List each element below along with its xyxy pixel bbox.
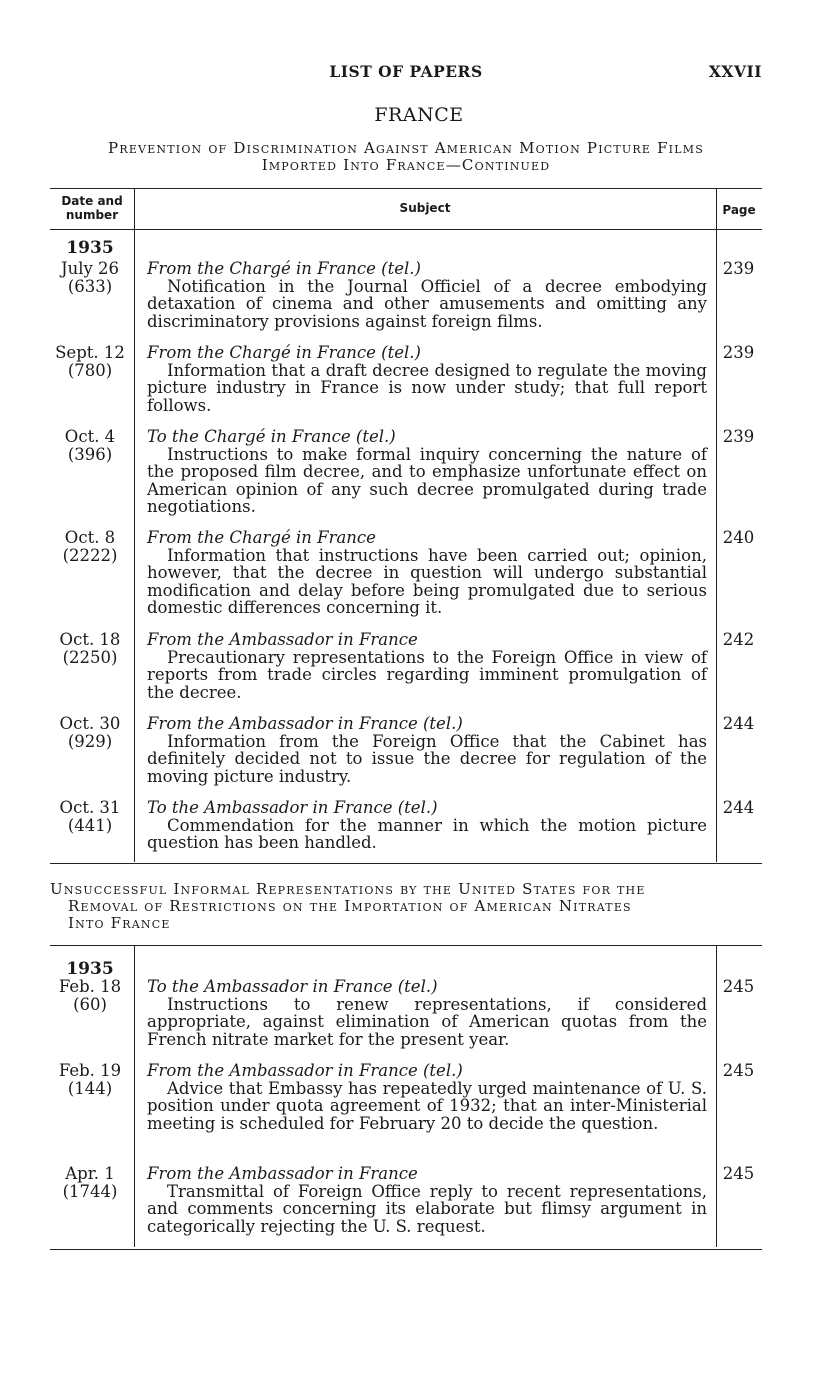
row-subject — [147, 978, 707, 1048]
row-document-number: (396) — [67, 445, 113, 464]
papers-table-nitrates — [50, 945, 762, 1253]
row-page-number: 244 — [722, 714, 755, 733]
row-page-number: 240 — [722, 528, 755, 547]
row-page-number: 239 — [722, 343, 755, 362]
row-page-number: 244 — [722, 798, 755, 817]
column-divider — [716, 188, 717, 862]
column-divider — [134, 945, 135, 1247]
row-date — [50, 1062, 130, 1098]
row-correspondent: To the Chargé in France (tel.) — [147, 427, 396, 446]
column-divider — [134, 188, 135, 862]
running-head — [50, 62, 762, 84]
row-date-text: Oct. 4 — [64, 427, 116, 446]
row-date — [50, 1165, 130, 1201]
row-date-text: July 26 — [60, 259, 120, 278]
row-correspondent: From the Ambassador in France — [147, 630, 418, 649]
section-heading-line: Into France — [68, 914, 171, 932]
row-date-text: Apr. 1 — [65, 1164, 115, 1183]
row-description: Advice that Embassy has repeatedly urged maintenance of U. S. position under quota agreement of 1932; that an inter-Ministerial meeting is scheduled for February 20 to decide the question. — [147, 1078, 707, 1133]
row-subject — [147, 344, 707, 414]
running-title: LIST OF PAPERS — [329, 62, 483, 81]
row-description: Information from the Foreign Office that the Cabinet has definitely decided not to issue the decree for regulation of the moving picture industry. — [147, 731, 707, 786]
row-description: Precautionary representations to the Foreign Office in view of reports from trade circles regarding imminent promulgation of the decree. — [147, 647, 707, 702]
row-subject — [147, 428, 707, 516]
row-page-number: 242 — [722, 630, 755, 649]
row-subject — [147, 631, 707, 701]
row-document-number: (780) — [67, 361, 113, 380]
row-description: Instructions to make formal inquiry concerning the nature of the proposed film decree, and to emphasize unfortunate effect on American opinion of any such decree promulgated during trade negotiations. — [147, 444, 707, 516]
row-date-text: Sept. 12 — [55, 343, 125, 362]
row-document-number: (633) — [67, 277, 113, 296]
column-header-date: Date and number — [61, 194, 123, 222]
row-correspondent: From the Ambassador in France — [147, 1164, 418, 1183]
row-description: Commendation for the manner in which the motion picture question has been handled. — [147, 815, 707, 852]
row-date — [50, 715, 130, 751]
row-date — [50, 428, 130, 464]
row-page-number: 245 — [722, 1061, 755, 1080]
row-subject — [147, 715, 707, 785]
row-subject — [147, 529, 707, 617]
section-heading-line: Unsuccessful Informal Representations by the United States for the — [50, 880, 646, 898]
row-description: Notification in the Journal Officiel of a decree embodying detaxation of cinema and other amusements and omitting any discriminatory provisions against foreign films. — [147, 276, 707, 331]
row-date-text: Feb. 19 — [58, 1061, 122, 1080]
row-date — [50, 260, 130, 296]
row-date — [50, 799, 130, 835]
row-description: Instructions to renew representations, if considered appropriate, against elimination of American quotas from the French nitrate market for the present year. — [147, 994, 707, 1049]
row-date-text: Oct. 30 — [59, 714, 121, 733]
papers-table-motion-pictures — [50, 188, 762, 864]
row-document-number: (60) — [73, 995, 107, 1014]
row-date — [50, 344, 130, 380]
row-correspondent: To the Ambassador in France (tel.) — [147, 798, 438, 817]
row-description: Information that instructions have been carried out; opinion, however, that the decree in question will undergo substantial modification and delay before being promulgated due to serious domestic differences concerning it. — [147, 545, 707, 617]
row-subject — [147, 1165, 707, 1235]
row-document-number: (144) — [67, 1079, 113, 1098]
row-description: Information that a draft decree designed to regulate the moving picture industry in France is now under study; that full report follows. — [147, 360, 707, 415]
row-correspondent: From the Chargé in France (tel.) — [147, 259, 421, 278]
row-page-number: 245 — [722, 977, 755, 996]
row-correspondent: From the Chargé in France — [147, 528, 376, 547]
row-document-number: (2222) — [62, 546, 118, 565]
section-heading-line: Removal of Restrictions on the Importation of American Nitrates — [68, 897, 632, 915]
row-correspondent: From the Ambassador in France (tel.) — [147, 1061, 463, 1080]
row-subject — [147, 260, 707, 330]
section-heading-line: Prevention of Discrimination Against American Motion Picture Films — [108, 139, 704, 157]
year-label: 1935 — [66, 238, 114, 258]
row-page-number: 239 — [722, 259, 755, 278]
row-date-text: Oct. 8 — [64, 528, 116, 547]
row-correspondent: To the Ambassador in France (tel.) — [147, 977, 438, 996]
row-document-number: (441) — [67, 816, 113, 835]
row-date-text: Oct. 31 — [59, 798, 121, 817]
section-heading-line: Imported Into France—Continued — [261, 156, 551, 174]
table-top-rule — [50, 188, 762, 189]
row-description: Transmittal of Foreign Office reply to recent representations, and comments concerning its elaborate but flimsy argument in categorically rejecting the U. S. request. — [147, 1181, 707, 1236]
table-bottom-rule — [50, 1249, 762, 1250]
row-subject — [147, 799, 707, 852]
row-date-text: Feb. 18 — [58, 977, 122, 996]
section-heading-nitrates — [50, 881, 762, 932]
country-title: FRANCE — [374, 104, 464, 126]
row-correspondent: From the Chargé in France (tel.) — [147, 343, 421, 362]
row-date — [50, 631, 130, 667]
row-date-text: Oct. 18 — [59, 630, 121, 649]
column-header-page: Page — [722, 203, 756, 217]
section-heading-motion-pictures — [50, 140, 762, 174]
row-document-number: (2250) — [62, 648, 118, 667]
column-header-subject: Subject — [399, 201, 451, 215]
row-correspondent: From the Ambassador in France (tel.) — [147, 714, 463, 733]
row-page-number: 245 — [722, 1164, 755, 1183]
page-number: XXVII — [708, 62, 762, 81]
table-top-rule — [50, 945, 762, 946]
row-date — [50, 978, 130, 1014]
row-subject — [147, 1062, 707, 1132]
row-page-number: 239 — [722, 427, 755, 446]
year-label: 1935 — [66, 959, 114, 979]
row-date — [50, 529, 130, 565]
row-document-number: (1744) — [62, 1182, 118, 1201]
table-bottom-rule — [50, 863, 762, 864]
row-document-number: (929) — [67, 732, 113, 751]
table-header-rule — [50, 229, 762, 230]
